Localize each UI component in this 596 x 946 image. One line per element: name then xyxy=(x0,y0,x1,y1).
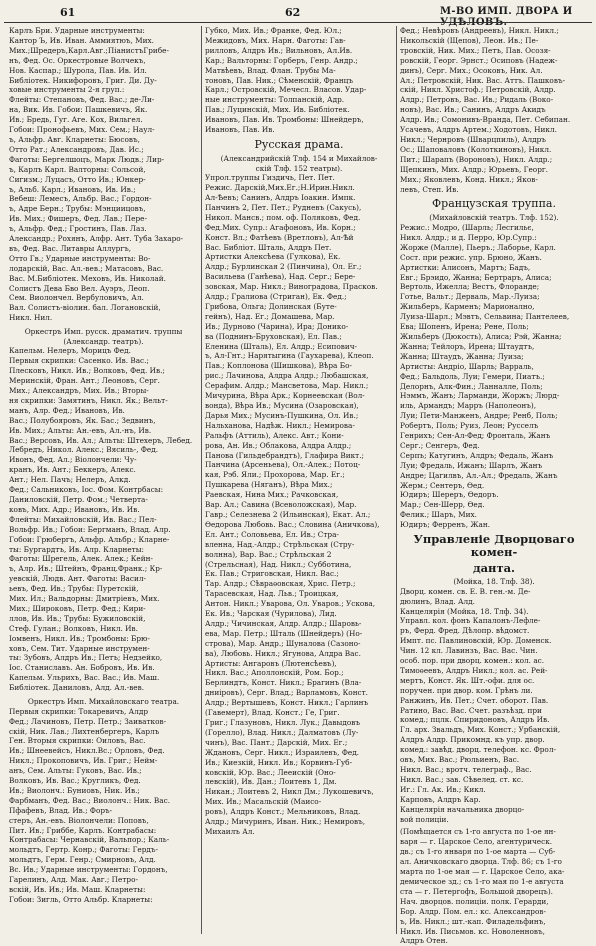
text-line: Еленина (Шталь), Ел. Алдр.; Есипович- xyxy=(205,341,358,351)
text-line: Артистки: Алисонъ, Мартъ; Бадъ, xyxy=(400,262,531,272)
text-line: Ѳедорова Любовь. Вас.; Словина (Аничкова), xyxy=(205,519,380,529)
text-line: Артистки Алексѣева (Гулкова), Ек. xyxy=(205,252,341,262)
text-line: Мар.; Сен-Шерр, Ѳед. xyxy=(400,500,485,510)
page-number-left: 61 xyxy=(60,6,76,19)
section-title-russian-drama: Русская драма. xyxy=(254,137,344,151)
text-line: ные инструменты: Толпанскій, Адр. xyxy=(205,95,345,105)
text-line: кая, Рэб. Яли.; Прохорова, Мар. Ег.; xyxy=(205,470,345,480)
text-line: вой полиціи. xyxy=(400,814,449,824)
text-line: Первыя скрипки: Токаревичъ, Алдр xyxy=(9,706,149,716)
text-line: скій, Ник. Лав.; Лихтенбергеръ, Карлъ xyxy=(9,726,160,736)
text-line: Даниловскій, Петр. Фом.; Четверта- xyxy=(9,494,148,504)
text-line: левскій), Ив. Дан.; Лоитевъ 1, Дм. xyxy=(205,777,337,787)
text-line: Пав.; Коплонова (Шишкова), Вѣра Бо- xyxy=(205,361,352,371)
text-line: ьевъ, Фед. Ив.; Трубы: Пуретскій, xyxy=(9,584,139,594)
text-line: ва (Поднинъ-Бруховская), Ел. Пав.; xyxy=(205,331,342,341)
section-title-court-commandant: данта. xyxy=(472,561,516,576)
text-line: Никл. Вас.; зав. Сѣвелед. ст. кс. xyxy=(400,774,524,784)
text-line: Лебредъ, Никол. Алекс.; Вясиль-, Фед. xyxy=(9,445,159,455)
text-line: (Горелло), Влад. Никл.; Далматовъ (Лу- xyxy=(205,727,359,737)
text-line: уевскій, Людв. Ант. Фаготы: Васил- xyxy=(9,574,146,584)
text-line: Гобои: Грюбергъ, Альфр. Альбр.; Кларне- xyxy=(9,534,170,544)
text-line: Никл. Вас.; Аполлонскій, Ром. Бор.; xyxy=(205,668,344,678)
text-line: Никл.; Чернровъ (Шварцпиль), Алдръ xyxy=(400,134,546,144)
text-line: комед.: завѣд. дворц. телефон. кс. Фрол- xyxy=(400,745,556,755)
text-line: Берлиндтъ, Конст. Никл.; Брагинъ (Вла- xyxy=(205,678,362,688)
text-line: Ал.; Петровскій, Ник. Вас. Аттъ. Пашковъ- xyxy=(400,75,566,85)
text-line: Иг.: Гл. Ак. Ив.; Кикл. xyxy=(400,784,486,794)
text-line: Гл. арх. Звальдъ, Мих. Конст.; Урбанскій, xyxy=(400,725,561,735)
text-line: ровъ), Алдръ Конст.; Мельниковъ, Влад. xyxy=(205,807,361,817)
text-line: Ив.; Бредь, Гуг. Аге. Кох, Вильгел. xyxy=(9,115,143,125)
text-line: динъ), Серг. Мих.; Осоковъ, Ник. Ал. xyxy=(400,65,543,75)
text-line: Отто Рат.; Александровъ, Дав. Ис.; xyxy=(9,144,144,154)
text-line: Пфафевъ, Влад. Ив.; Форъ- xyxy=(9,805,113,815)
text-line: Никол. Мансв.; пом. оф. Поляковъ, Фед. xyxy=(205,212,361,222)
text-line: Алдръ Алдр. Прикомнд. къ упр. двор. xyxy=(400,735,545,745)
text-line: Библіотек. Никифоровъ, Григ. Ди. Ду- xyxy=(9,75,157,85)
section-heading: Оркестръ Имп. русск. драматич. труппы (Александр. театръ). xyxy=(24,327,183,346)
text-line: Сем. Виолончел. Вербуловичъ, Ал. xyxy=(9,293,144,303)
text-line: Меринскій, Фран. Ант.; Леоновъ, Серг. xyxy=(9,376,160,386)
section-subtitle: (Михайловскій театръ. Тлф. 152). xyxy=(429,213,559,223)
text-line: Фарбманъ, Фед. Вас.; Виолонч.: Ник. Вас. xyxy=(9,795,171,805)
text-line: вскій, Ив. Ив.; Ив. Маш. Кларнеты: xyxy=(9,885,146,894)
text-line: Готье, Вальт.; Дерваль, Мар.-Луиза; xyxy=(400,292,540,302)
text-line: Гавр.; Селезнева 2 (Ильинская), Екат. Ал.; xyxy=(205,509,371,519)
text-line: волнна), Вар. Вас.; Стрѣльская 2 xyxy=(205,549,332,559)
text-line: Ив. Мих.; Альты: Ан.-евъ, Ал.-нъ, Ив. xyxy=(9,425,152,435)
text-line: Межидовъ, Мих. Нарн. Фаготы: Гав- xyxy=(205,35,346,45)
text-line: чинъ), Вас. Пант.; Дарскій, Мих. Ег.; xyxy=(205,737,348,747)
text-line: Щепкинъ, Мих. Алдр.; Юрьевъ, Георг. xyxy=(400,164,549,174)
text-line: Фед.; Лачиновъ, Петр. Петр.; Заиватков- xyxy=(9,716,167,726)
text-line: Дарья Мих.; Мусинъ-Пушкина, Ол. Ив.; xyxy=(205,410,359,420)
text-line: Режис. Дарскій,Мих.Ег.;Н.Ирин.Никл. xyxy=(205,183,355,193)
text-line: Вас.; Полубояровъ, Як. Бас.; Зедвинъ, xyxy=(9,415,156,425)
text-line: Ивановъ, Пав. Ив. xyxy=(205,125,275,135)
text-line: (Помѣщается съ 1-го августа по 1-ое ян- xyxy=(400,827,556,837)
text-line: Вас.; Версовъ, Ив. Ал.; Альты: Штехеръ, Лебед. xyxy=(9,435,193,445)
text-line: Ант.; Нел. Пачъ; Нелеръ, Алкд. xyxy=(9,475,131,485)
text-line: Фелик.; Шаръ, Мих. xyxy=(400,510,477,520)
column-2 xyxy=(201,26,396,934)
text-line: Серг.; Сенгеръ, Фед. xyxy=(400,440,480,450)
text-line: Мих.;Шредеръ,Карл.Авг.;ПіанистъГрибе- xyxy=(9,45,169,55)
text-line: ня скрипки: Замятинъ, Никл. Як.; Вельт- xyxy=(9,395,168,405)
text-line: Фед.; Бальдоль, Луи; Гемери, Пиатъ.; xyxy=(400,371,545,381)
text-line: Библіотек. Даниловъ, Алд. Ал.-вев. xyxy=(9,683,145,693)
text-line: новъ), Вас. Ив.; Санинъ, Алдръ Акидъ xyxy=(400,105,546,115)
text-line: Никл. Ив. Письмов. кс. Новоленновъ, xyxy=(400,926,545,936)
text-line: ъ, Адре Берн.; Трубы: Мэнциицовъ, xyxy=(9,204,146,214)
text-line: рис.; Лачинова, Алдра Алдр.; Любашская, xyxy=(205,371,369,381)
text-line: Режис.: Модро, (Шарль; Лесгильє, xyxy=(400,223,534,232)
text-line: Ел. Ант.; Соловьева, Ел. Ив.; Стра- xyxy=(205,529,339,539)
text-line: Нэммъ, Жанъ; Ларманди, Жоржъ; Люрд- xyxy=(400,391,560,401)
text-line: Алдр.; Чичинская, Алдр. Алдр.; Шаровь- xyxy=(205,618,362,628)
text-line: Ив.; Дурново (Чарина), Ира; Донико- xyxy=(205,321,349,331)
text-line: Александр.; Рохянъ, Алфр. Ант. Туба Захаро- xyxy=(9,234,184,244)
text-line: Никл. Нил. xyxy=(9,313,53,323)
text-line: Плесковъ, Никл. Ив.; Волковъ, Фед. Ив.; xyxy=(9,366,165,376)
text-line: Вс. Ив.; Ударные инструменты: Гордонъ, xyxy=(9,865,168,875)
text-line: Карповъ, Алдръ Кар. xyxy=(400,794,481,804)
text-line: Ральфъ (Аттиль), Алекс. Авт.; Кони- xyxy=(205,430,344,440)
text-line: Ал-Ѣевъ; Санинъ, Алдръ Іоакин. Импк. xyxy=(205,192,356,202)
text-line: Губко, Мих. Ив.; Франке, Фед. Юл.; xyxy=(205,26,342,35)
header-rule xyxy=(4,22,592,23)
text-line: ва), Любовь. Никл.; Ягунова, Алдра Вас. xyxy=(205,648,361,658)
text-line: Делорнъ, Алк-Фин.; Ланналле, Поль; xyxy=(400,381,543,391)
text-line: Панчинъ 2, Пет. Пет.; Рудневъ (Сакусь), xyxy=(205,202,362,212)
text-line: Грибова, Ольга; Долинская (Буте- xyxy=(205,301,337,311)
text-line: Андре; Цагилвъ, Ал.-Ал.; Фредаль, Жанъ xyxy=(400,470,558,480)
text-line: Серафим. Алдр.; Мансветова, Мар. Никл.; xyxy=(205,381,369,391)
text-line: Карл.; Островскій, Мечесл. Власов. Удар- xyxy=(205,85,367,95)
text-line: ъ, Алр. Ив.; Штейнъ, Франц.Франк.; Кр- xyxy=(9,564,163,574)
text-line: ховъ, Сем. Тит. Ударные инструмен- xyxy=(9,643,150,653)
text-line: Алдр.; Петровъ, Вас. Ив.; Ридаль (Воко- xyxy=(400,95,554,105)
text-line: Вертоль, Ижелла; Вестъ, Флоранде; xyxy=(400,282,540,292)
text-line: Ек. Ив.; Чарская (Чурилова), Лид. xyxy=(205,609,337,619)
column-3 xyxy=(396,26,591,946)
text-line: Жанна; Тейлоръ, Ирена; Штаудтъ, xyxy=(400,341,535,351)
text-line: Юдиръ; Шереръ, Ѳедоръ. xyxy=(400,490,499,500)
text-line: Канцелярія начальника дворцо- xyxy=(400,804,525,814)
text-line: Бор. Алдр. Пом. ел.: кс. Александров- xyxy=(400,906,546,916)
section-heading: Оркестръ Имп. Михайловскаго театра. xyxy=(27,697,180,707)
text-line: мольдтъ, Гертр. Конр.; Фаготы: Гердъ- xyxy=(9,845,158,855)
text-line: Усачевъ, Алдръ Артем.; Ходотовъ, Никл. xyxy=(400,125,557,135)
text-line: дниіровъ), Серг. Влад.; Варламовъ, Конст. xyxy=(205,688,369,698)
text-line: Антон. Никл.; Уварова, Ол. Уваров.; Ускова, xyxy=(205,599,376,609)
text-line: зовская, Мар. Никл.; Виноградова, Прасков. xyxy=(205,282,378,292)
text-line: Вас. Библіот. Шталь, Алдръ Пет. xyxy=(205,242,332,252)
text-line: Мих.; Александръ, Мих. Ив.; Вторы- xyxy=(9,386,149,395)
text-line: Евг.; Брэидо, Жанна; Бертраръ, Алиса; xyxy=(400,272,552,282)
text-line: Жильберъ (Дюкость), Алиса; Рэй, Жанна; xyxy=(400,331,562,341)
text-line: Мих.; Широковъ, Петр. Фед.; Кири- xyxy=(9,603,146,613)
text-line: особ. пор. при дворц. комен.: кол. ас. xyxy=(400,656,545,666)
text-line: Конст. Вл.; Фатѣевъ (Вретловъ), Ал-Ѣй xyxy=(205,232,354,242)
text-line: гейнъ), Над. Ег.; Домашева, Мар. xyxy=(205,311,335,321)
section-subtitle: (Александрийскій Тлф. 154 и Михайлов- xyxy=(220,153,378,163)
text-line: Импт. пс. Павлиновскій, Юр. Доменск. xyxy=(400,636,552,646)
text-line: ллов, Ив. Ив.; Трубы: Бужиловскій, xyxy=(9,613,146,623)
text-line: ровскій, Георг. Эрнст.; Осиповъ (Надеж- xyxy=(400,55,558,65)
text-line: Жорже (Малле), Пьеръ.; Лаборье, Карл. xyxy=(400,242,556,252)
text-line: Капельм. Нелеръ, Морицъ Фед. xyxy=(9,346,131,356)
text-line: Іос. Станиславъ. Ан. Бобровъ, Ив. Ив. xyxy=(9,663,155,673)
text-line: ковскій, Юр. Вас.; Лееискій (Оно- xyxy=(205,767,336,777)
text-line: ховые инструменты 2-я груп.: xyxy=(9,85,125,95)
text-line: строва), Мар. Андр.; Шуналова (Сазоно- xyxy=(205,638,361,648)
text-line: манъ, Алр. Фед.; Ивановъ, Ив. xyxy=(9,405,125,415)
text-line: вленна, Над.-Алдр.; Стрѣльская (Стру- xyxy=(205,539,355,549)
text-line: Кар.; Вальторны: Горберъ, Генр. Андр.; xyxy=(205,55,358,65)
text-line: Флейты: Степановъ, Фед. Вас.; де-Ли- xyxy=(9,95,155,105)
text-line: Канцелярія (Мойка, 18. Тлф. 34). xyxy=(400,606,529,616)
text-line: Алдр. Ив.; Сомонивъ-Вранда, Пет. Себипан. xyxy=(400,115,571,125)
text-line: ева, Мар. Петр.; Шталь (Шнейдеръ) (Но- xyxy=(205,628,363,638)
text-line: Вебеш: Лемесъ, Альбр. Вас.; Гордон- xyxy=(9,194,152,204)
text-line: Стеф. Гулан.; Волковъ, Никл. Ив. xyxy=(9,623,138,633)
text-line: Ратино, Вас. Вас. Счет. разъѣзд. при xyxy=(400,705,542,715)
text-line: анъ, Сем. Альты: Гуковъ, Вас. Ив.; xyxy=(9,766,142,776)
text-line: Управл. кол. фонъ Капалонъ-Лефле- xyxy=(400,616,541,626)
text-line: Контрабасы: Чернавскій, Вальпор.; Каль- xyxy=(9,835,170,845)
text-line: поручен. при двор. ком. Грѣнъ ли. xyxy=(400,685,533,695)
text-line: ъ, Альфр. Авг. Кларнеты: Бюсовъ, xyxy=(9,134,140,144)
text-line: Волковъ, Ив. Вас.; Кругликъ, Фед. xyxy=(9,776,141,786)
text-line: ал. Аничковскаго дворца. Тлф. 86; съ 1-го xyxy=(400,857,562,867)
text-line: (Гавемерт), Влад. Конст.; Ге, Григ. xyxy=(205,708,340,718)
text-line: Панчина (Арсеньева), Ол.-Алек.; Потоц- xyxy=(205,460,361,470)
text-line: Ген. Вторыя скрипки: Оиловъ, Вас. xyxy=(9,736,146,746)
text-line: Алдр.; Вертышевъ, Конст. Никл.; Гарлинъ xyxy=(205,698,369,708)
text-line: Сост. при режис. упр. Брюно, Жанъ. xyxy=(400,252,542,262)
text-line: Нов. Каспар.; Шурола, Пав. Ив. Ил. xyxy=(9,65,147,75)
text-line: ъ, Альб. Карл.; Ивановъ, Ив. Ив.; xyxy=(9,184,136,194)
text-line: Іомвенъ, Никл. Ив.; Тромбоны: Брю- xyxy=(9,633,150,643)
text-line: Карлъ Бри. Ударные инструменты: xyxy=(9,26,145,35)
text-line: дв.; съ 1-го января по 1-ое марта — Суб- xyxy=(400,847,556,857)
text-line: комед.; пцлк. Спиридоновъ, Алдръ Ив. xyxy=(400,715,550,725)
text-line: Мичурина, Вѣра Арк.; Корнеевская (Вол- xyxy=(205,391,365,401)
text-line: на, Вик. Ив. Гобои: Пашкевичъ, Як. xyxy=(9,105,148,115)
text-line: Чин. 12 кл. Лавинзъ, Вас. Вас. Чин. xyxy=(400,646,538,656)
text-line: мольдтъ, Герм. Генр.; Смирновъ, Алд. xyxy=(9,855,156,865)
text-line: Вал. Солистъ-віолин. бал. Логановскій, xyxy=(9,303,161,313)
text-line: ъ, Ив. Никл.; шт.-кап. Филадельфинъ, xyxy=(400,916,546,926)
text-line: Ив.; Виолонч.: Буниовъ, Ник. Ив.; xyxy=(9,785,140,795)
text-line: Артисты: Андріо, Шарль; Варраль, xyxy=(400,361,534,371)
text-line: Никольскій (Щепов), Леон. Ив.; Пе- xyxy=(400,35,539,45)
section-title-french-troupe: Французская труппа. xyxy=(432,197,556,211)
text-line: Первыя скрипки: Сасенко. Ив. Вас.; xyxy=(9,356,149,366)
text-line: Вар. Ал.; Савина (Всеволожская), Мар. xyxy=(205,500,357,510)
text-line: Гарелинъ, Алд. Мак. Авг.; Петро- xyxy=(9,875,138,885)
text-line: Раевская, Нина Мих.; Рачковская, xyxy=(205,490,339,500)
columns xyxy=(6,26,592,946)
text-line: нъ, Фед. Ос. Оркестровые Волчекъ, xyxy=(9,55,146,65)
text-line: Никл.; Прокоповичъ, Ив. Григ.; Нейм- xyxy=(9,756,158,766)
text-line: иль, Армандъ; Марръ (Наполеонъ), xyxy=(400,401,537,411)
text-line: Алдр.; Мичуринъ, Иван. Ник.; Немировъ, xyxy=(205,817,366,827)
text-line: лодарскій, Вас. Ал.-вев.; Матасовъ, Вас. xyxy=(9,263,164,273)
text-line: Васильева (Ганѣева), Над. Серг.; Бере- xyxy=(205,272,356,282)
text-line: Ивонъ, Фед. Ал.; Віолончели: Чу- xyxy=(9,455,137,465)
text-line: варя — г. Царское Село, агентурическ. xyxy=(400,837,553,847)
text-line: Робертъ, Поль; Руиз, Леон; Русселъ xyxy=(400,421,539,431)
text-line: Алдръ Отен. xyxy=(400,936,448,946)
text-line: въ, Фед. Вас. Литавры Аллургъ, xyxy=(9,243,132,253)
text-line: Пит. Ив.; Гриббе, Карлъ. Контрабасы: xyxy=(9,825,157,835)
text-line: Капельм. Ульрихъ, Вас. Вас.; Ив. Маш. xyxy=(9,673,160,683)
text-line: Мих.; Яковлевъ, Конд. Никл.; Яков- xyxy=(400,174,538,184)
text-line: Луиза-Шарл.; Мэвтъ, Сельвина; Пантелеев, xyxy=(400,312,570,322)
text-line: ста — г. Петергофъ, Большой дворецъ). xyxy=(400,886,553,896)
column-1 xyxy=(6,26,201,934)
text-line: Никл. Алдр.; и д. Перро, Юр.Супр.: xyxy=(400,232,537,242)
text-line: ты: Зубовъ, Алдръ Ив.; Петъ; Недзейко, xyxy=(9,653,163,663)
text-line: Вас. М.Библіотек. Меховъ, Ив. Николай. xyxy=(9,273,166,283)
text-line: марта по 1-ое мая — г. Царское Село, ака- xyxy=(400,867,565,877)
text-line: Жанна; Штаудъ, Жанна; Луиза; xyxy=(400,351,524,361)
text-line: Фаготы: Шрегель, Алек. Алек.; Кейн- xyxy=(9,554,153,564)
text-line: Серпъ; Катугинъ, Алдръ; Федаль, Жанъ xyxy=(400,450,554,460)
text-line: Фед.Мих. Супр.: Агафоновъ, Ив. Корн.; xyxy=(205,222,356,232)
text-line: Ранжинъ, Ив. Пет.; Счет. оборот. Пав. xyxy=(400,695,549,705)
text-line: Алдр.; Гралиова (Стриган), Ек. Фед.; xyxy=(205,292,347,302)
text-line: рова, Ан. Ив.; Облакова, Алдра Алдр.; xyxy=(205,440,352,450)
text-line: Жильберъ, Карменъ; Марионално, xyxy=(400,302,535,312)
text-line: Артисты: Ангаровъ (Лютенсѣевъ), xyxy=(205,658,337,668)
text-line: Сигизм.; Луцасъ, Отто Ив.; Юнкер- xyxy=(9,174,146,184)
text-line: (Стрельсная), Над. Никл.; Субботина, xyxy=(205,559,352,569)
text-line: Дворц. комен. св. Е. В. ген.-м. Де- xyxy=(400,586,531,596)
text-line: Фаготы: Бергелшоцъ, Марк Людв.; Лир- xyxy=(9,154,165,164)
text-line: Пав.; Луцинскій, Мих. Ив. Библіотек. xyxy=(205,105,350,115)
text-line: Тар. Алдр.; Сѣвраѳовская, Хрис. Петр.; xyxy=(205,579,356,589)
text-line: ты: Бургардтъ, Ив. Алр. Кларнеты: xyxy=(9,544,144,554)
text-line: Пит.; Шарапъ (Вороновъ), Никл. Алдр.; xyxy=(400,154,553,164)
section-subtitle: (Мойка, 18. Тлф. 38). xyxy=(453,577,535,587)
text-line: скій, Никл. Христоф.; Петровскій, Алдр. xyxy=(400,85,556,95)
text-line: Ив.; Киезкій, Никл. Ив.; Корвинъ-Губ- xyxy=(205,757,353,767)
text-line: левъ, Степ. Ив. xyxy=(400,184,459,194)
text-line: Флейты: Михайловскій, Ив. Вас.; Пел- xyxy=(9,514,157,524)
text-line: Тимоѳеевъ, Алдръ Никл.; кол. ас. Рей- xyxy=(400,665,548,675)
text-line: Ивановъ, Пав. Ив. Тромбоны: Шнейдеръ, xyxy=(205,115,364,125)
text-line: Ек. Пав.; Стриговская, Никл. Вас.; xyxy=(205,569,339,579)
text-line: Тарасевская, Над. Льв.; Троицкая, xyxy=(205,589,339,599)
text-line: кранъ, Ив. Ант.; Беккеръ, Алекс. xyxy=(9,465,136,475)
text-line: Мих. Ил.; Вальдорны: Дмитріевъ, Мих. xyxy=(9,594,160,604)
section-title-court-commandant: Управленіе Дворцоваго комен- xyxy=(413,532,575,560)
text-line: Пушкарева (Няганъ), Вѣра Мих.; xyxy=(205,480,333,490)
text-line: Отто Гв.; Ударные инструменты: Во- xyxy=(9,253,151,263)
text-line: Вольфр. Ив.; Гобои: Бергманъ, Влад. Алр. xyxy=(9,524,171,534)
text-line: Гобои: Пронофьевъ, Мих. Сем.; Наул- xyxy=(9,125,155,135)
text-line: Гобои: Зигль, Отто Альбр. Кларнеты: xyxy=(9,894,153,904)
text-line: Григ.; Глазуновъ, Никл. Лук.; Давыдовъ xyxy=(205,718,360,727)
text-line: Нальханова, Надѣж. Никл.; Немирова- xyxy=(205,420,355,430)
text-line: Кантор Ъ, Ив. Иван. Аммиятюъ, Мих. xyxy=(9,35,154,45)
text-line: ъ, Ал-Гнт.; Нарятыгина (Гаухарева), Клеоп. xyxy=(205,351,374,361)
text-line: стеръ, Ан.-евъ. Віолончели: Поповъ, xyxy=(9,815,149,825)
text-line: Мих. Ив.; Масальскій (Маисо- xyxy=(205,797,322,807)
text-line: Матвѣевъ, Влад. Флан. Трубы Ма- xyxy=(205,65,336,75)
text-line: дюлинъ, Влад. Алд. xyxy=(400,596,475,606)
text-line: Ос.; Шаповаловъ (Колоткиновъ), Никл. xyxy=(400,144,552,154)
text-line: тровскій, Ник. Мих.; Петъ, Пав. Осозя- xyxy=(400,45,551,55)
text-line: Нач. дворцов. полиціи. полк. Герарди, xyxy=(400,896,549,906)
text-line: Ева; Шопенъ, Ирена; Рене, Поль; xyxy=(400,322,529,332)
text-line: рилловъ, Алдръ Ив.; Вильновъ, Ал.Ив. xyxy=(205,45,353,55)
text-line: Панова (Гильдебрандтъ), Глафира Викт.; xyxy=(205,450,364,460)
text-line: мертъ, Конст. Як. Шт.-офи. для ос. xyxy=(400,675,535,685)
text-line: Луи; Пети-Манженъ, Андре; Ренб, Поль; xyxy=(400,411,558,421)
text-line: Никан.; Лоитевъ 2, Никл Дм.; Лукошевичъ, xyxy=(205,787,374,797)
text-line: Луи; Фредаль, Ижанъ; Шарлъ, Жанъ xyxy=(400,460,543,470)
text-line: Фед.; Сальниковъ, Іос. Фом. Контрбаcы: xyxy=(9,485,164,495)
text-line: Солистъ Дева Бво Вел. Ауэръ, Леоп. xyxy=(9,283,150,293)
text-line: Ив.; Шнеевейсъ, Никл.Вс.; Орловъ, Фед. xyxy=(9,746,165,756)
text-line: ъ, Карлъ Карл. Валторны: Сольсой, xyxy=(9,164,146,174)
text-line: Упрол.труппы Гиздичь, Пет. Пет. xyxy=(205,173,335,183)
text-line: ковъ, Мих. Адр.; Ивановъ, Ив. Ив. xyxy=(9,504,140,514)
running-head: М-ВО ИМП. ДВОРА И УДѢЛОВЪ. xyxy=(440,6,573,28)
page-number-center: 62 xyxy=(285,6,301,19)
text-line: Алдр.; Бурлинская 2 (Пинчина), Ол. Ег.; xyxy=(205,262,362,272)
text-line: Жерм.; Сентеръ, Ѳед. xyxy=(400,480,485,490)
text-line: демическое зд.; съ 1-го мая по 1-е августа xyxy=(400,876,564,886)
text-line: Ив. Мих.; Фишеръ, Фед. Лав.; Пере- xyxy=(9,214,147,224)
text-line: вонда), Вѣра Ив.; Мусина (Озаровская), xyxy=(205,401,359,410)
text-line: Фед.; Невѣровъ (Андреевъ), Никл. Никл.; xyxy=(400,26,559,35)
text-line: Ждановъ, Серг. Никл.; Израилевъ, Фед. xyxy=(205,747,360,757)
text-line: Юдиръ; Ферренъ, Жан. xyxy=(400,520,491,530)
text-line: Михаилъ Ал. xyxy=(205,826,255,836)
text-line: Никл. Вас.; вротч. телеграф., Вас. xyxy=(400,765,532,774)
text-line: Генрихъ; Сен-Ал-Фед; Фронталь, Жанъ xyxy=(400,431,551,441)
text-line: ъ, Альфр. Фед.; Гростинъ, Пав. Лаз. xyxy=(9,224,147,234)
section-subtitle: скій Тлф. 152 театры). xyxy=(255,163,343,173)
text-line: ръ, Ферд. Фред. Дѣлопр. вѣдомст. xyxy=(400,626,530,636)
text-line: тоновъ, Пав. Ник.; Сѣменскій, Францъ xyxy=(205,75,354,85)
text-line: овъ, Мих. Вас.; Рюльиенъ, Вас. xyxy=(400,755,520,765)
